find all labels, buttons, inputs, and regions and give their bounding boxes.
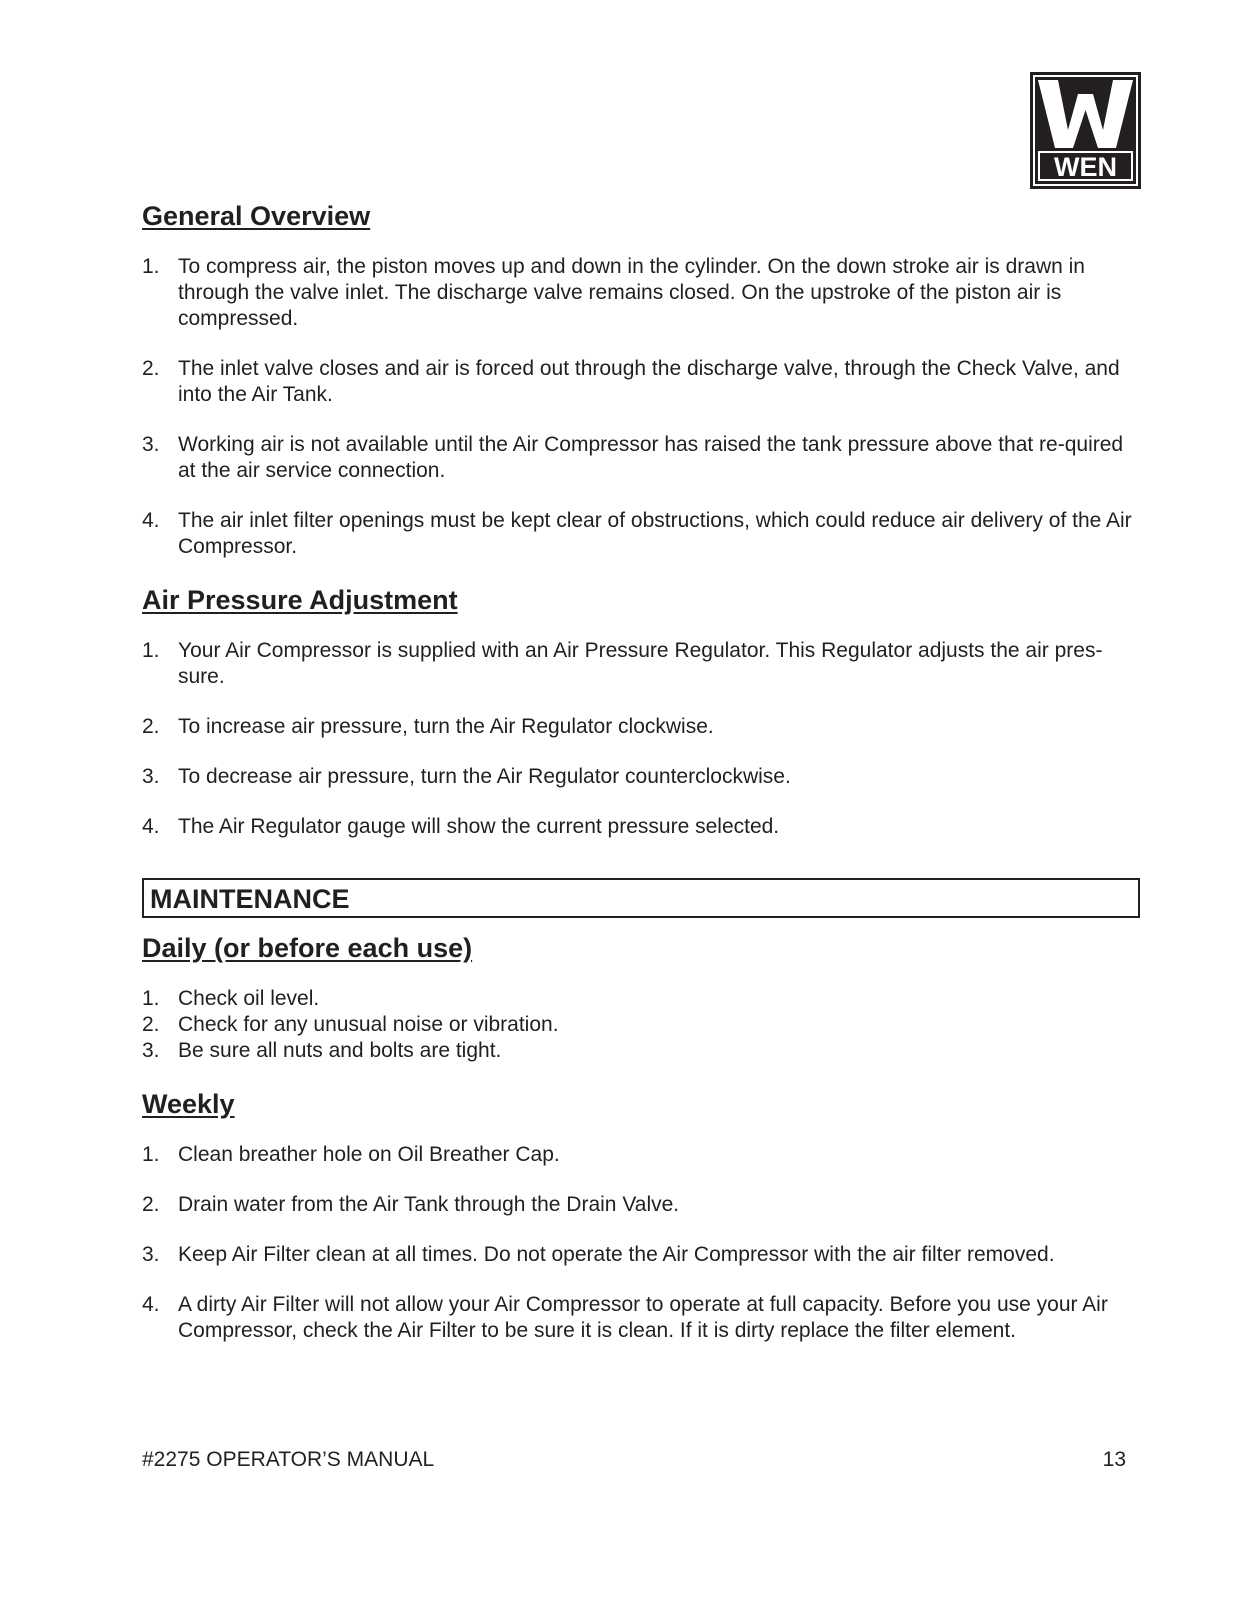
page-content bbox=[142, 200, 1142, 1344]
daily-list bbox=[142, 986, 1142, 1064]
list-item: 3. Keep Air Filter clean at all times. Do not operate the Air Compressor with the air filter removed. bbox=[142, 1243, 1055, 1266]
list-item: 3. Working air is not available until the Air Compressor has raised the tank pressure above that re-quired at the air service connection. bbox=[142, 433, 1124, 482]
list-item: 3. Be sure all nuts and bolts are tight. bbox=[142, 1039, 502, 1062]
list-item: 1. To compress air, the piston moves up and down in the cylinder. On the down stroke air is drawn in through the valve inlet. The discharge valve remains closed. On the upstroke of the piston air is compressed. bbox=[142, 255, 1085, 330]
list-item: 1. Your Air Compressor is supplied with an Air Pressure Regulator. This Regulator adjusts the air pres-sure. bbox=[142, 639, 1103, 688]
list-item: 3. To decrease air pressure, turn the Air Regulator counterclockwise. bbox=[142, 765, 791, 788]
manual-title: #2275 OPERATOR’S MANUAL bbox=[142, 1448, 435, 1471]
page-number: 13 bbox=[1102, 1448, 1126, 1471]
weekly-list bbox=[142, 1142, 1142, 1344]
list-item: 4. The air inlet filter openings must be kept clear of obstructions, which could reduce air delivery of the Air Compressor. bbox=[142, 509, 1132, 558]
list-item: 1. Clean breather hole on Oil Breather Cap. bbox=[142, 1143, 560, 1166]
list-item: 1. Check oil level. bbox=[142, 987, 320, 1010]
maintenance-banner bbox=[142, 878, 1140, 918]
wen-logo bbox=[1030, 72, 1141, 189]
list-item: 4. The Air Regulator gauge will show the current pressure selected. bbox=[142, 815, 780, 838]
heading-air-pressure-adjustment: Air Pressure Adjustment bbox=[142, 585, 458, 615]
list-item: 2. Drain water from the Air Tank through the Drain Valve. bbox=[142, 1193, 680, 1216]
list-item: 4. A dirty Air Filter will not allow your Air Compressor to operate at full capacity. Before you use your Air Compressor, check the Air Filter to be sure it is clean. If it is dirty replace the filter element. bbox=[142, 1293, 1108, 1342]
maintenance-title: MAINTENANCE bbox=[150, 884, 350, 914]
heading-weekly: Weekly bbox=[142, 1089, 235, 1119]
heading-general-overview: General Overview bbox=[142, 201, 371, 231]
list-item: 2. To increase air pressure, turn the Air Regulator clockwise. bbox=[142, 715, 714, 738]
list-item: 2. Check for any unusual noise or vibration. bbox=[142, 1013, 559, 1036]
svg-text:WEN: WEN bbox=[1054, 152, 1117, 182]
list-item: 2. The inlet valve closes and air is forced out through the discharge valve, through the Check Valve, and into the Air Tank. bbox=[142, 357, 1120, 406]
heading-daily: Daily (or before each use) bbox=[142, 933, 473, 963]
air-pressure-list bbox=[142, 638, 1142, 840]
general-overview-list bbox=[142, 254, 1142, 560]
